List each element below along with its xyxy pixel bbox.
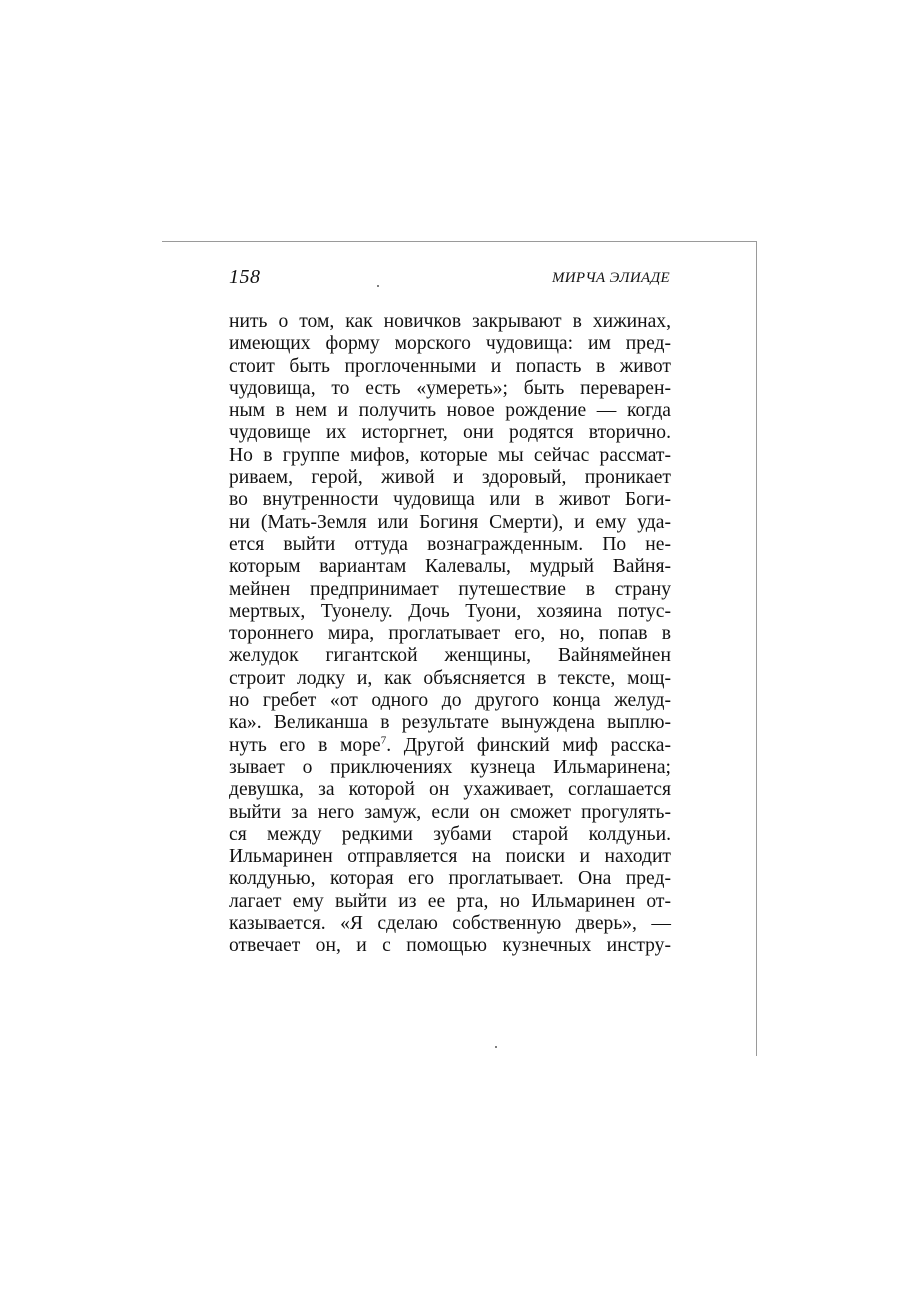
text-line: мертвых, Туонелу. Дочь Туони, хозяина потус- [229, 600, 671, 622]
text-line: во внутренности чудовища или в живот Боги- [229, 489, 671, 511]
text-line: чудовища, то есть «умереть»; быть переварен- [229, 377, 671, 399]
text-line: стоит быть проглоченными и попасть в живот [229, 355, 671, 377]
page-number: 158 [229, 266, 261, 288]
footnote-marker[interactable]: 7 [380, 734, 387, 747]
running-head: МИРЧА ЭЛИАДЕ [551, 270, 670, 286]
text-line: отвечает он, и с помощью кузнечных инстру- [229, 935, 671, 957]
text-line: нить о том, как новичков закрывают в хижинах, [229, 311, 671, 332]
text-line: ся между редкими зубами старой колдуньи. [229, 823, 671, 845]
text-line: девушка, за которой он ухаживает, соглашается [229, 779, 671, 801]
text-line: Но в группе мифов, которые мы сейчас рассмат- [229, 444, 671, 466]
crop-line-right [756, 241, 757, 1056]
text-line: чудовище их исторгнет, они родятся вторично. [229, 422, 671, 444]
text-line: колдунью, которая его проглатывает. Она пред- [229, 868, 671, 890]
text-line: строит лодку и, как объясняется в тексте, мощ- [229, 667, 671, 689]
text-fragment: . Другой финский миф расска- [386, 734, 671, 756]
text-line: ни (Мать-Земля или Богиня Смерти), и ему уда- [229, 511, 671, 533]
text-line: ется выйти оттуда вознагражденным. По не- [229, 533, 671, 555]
text-line: ным в нем и получить новое рождение — когда [229, 400, 671, 422]
text-line: тороннего мира, проглатывает его, но, попав в [229, 623, 671, 645]
print-speck [495, 1046, 497, 1048]
text-line-with-footnote [229, 735, 671, 757]
body-text [229, 311, 671, 958]
text-line: но гребет «от одного до другого конца желуд- [229, 690, 671, 712]
text-line: желудок гигантской женщины, Вайнямейнен [229, 645, 671, 667]
text-line: имеющих форму морского чудовища: им пред- [229, 333, 671, 355]
text-line: ка». Великанша в результате вынуждена выплю- [229, 712, 671, 734]
text-fragment: нуть его в море [229, 734, 381, 756]
crop-line-top [162, 241, 757, 242]
text-line: лагает ему выйти из ее рта, но Ильмаринен от- [229, 890, 671, 912]
text-line: которым вариантам Калевалы, мудрый Вайня- [229, 556, 671, 578]
text-line: казывается. «Я сделаю собственную дверь», — [229, 913, 671, 935]
text-line: риваем, герой, живой и здоровый, проникает [229, 467, 671, 489]
print-speck [377, 285, 379, 287]
text-line: Ильмаринен отправляется на поиски и находит [229, 846, 671, 868]
text-line: мейнен предпринимает путешествие в страну [229, 578, 671, 600]
text-line: зывает о приключениях кузнеца Ильмаринена; [229, 756, 671, 778]
text-line: выйти за него замуж, если он сможет прогулять- [229, 801, 671, 823]
